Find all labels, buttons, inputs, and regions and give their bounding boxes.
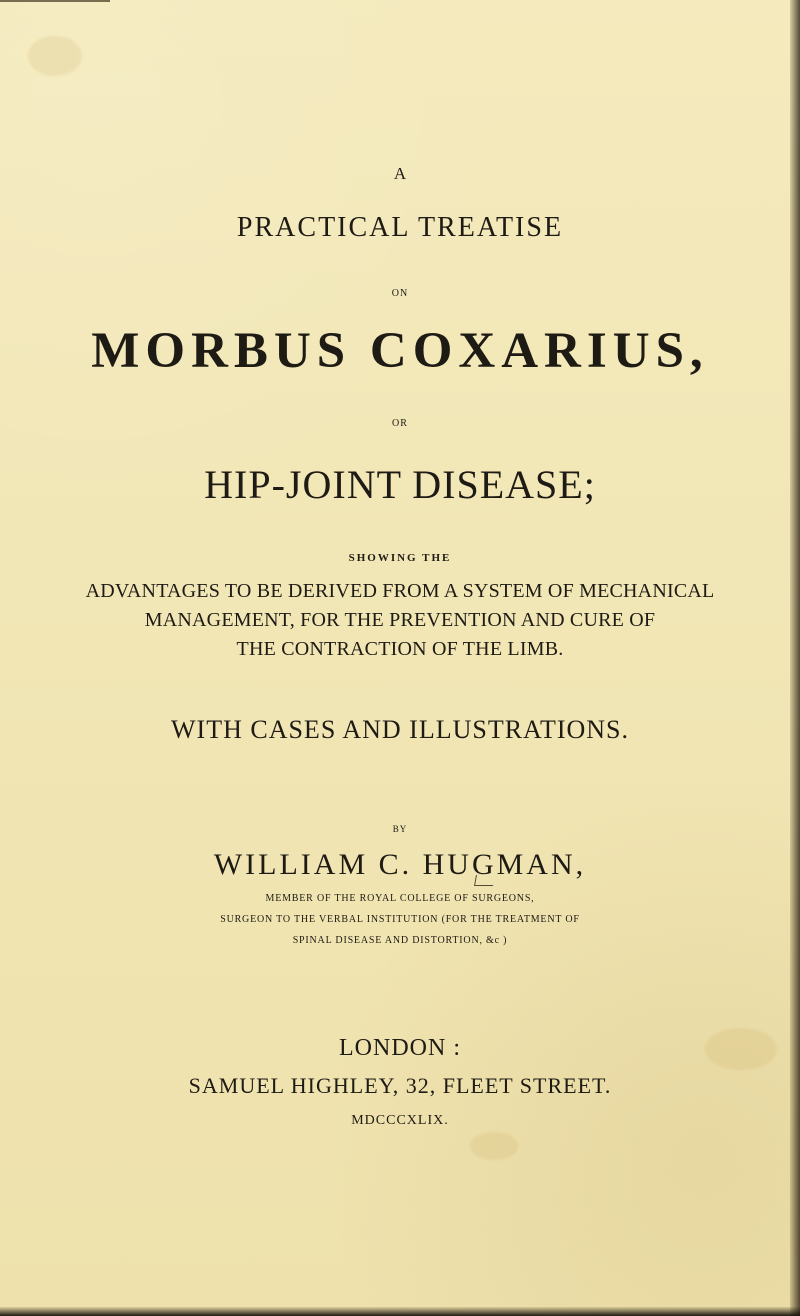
title-practical-treatise: PRACTICAL TREATISE [236, 212, 564, 243]
publication-city: LONDON : [339, 1035, 461, 1061]
publication-year: MDCCCXLIX. [351, 1113, 449, 1128]
title-article: A [393, 164, 407, 183]
cases-illustrations-line: WITH CASES AND ILLUSTRATIONS. [171, 715, 629, 744]
credential-line-3: SPINAL DISEASE AND DISTORTION, &c ) [292, 935, 508, 946]
page-bottom-edge [0, 1307, 800, 1316]
title-or: OR [392, 418, 408, 429]
title-on: ON [391, 288, 409, 299]
publisher-line: SAMUEL HIGHLEY, 32, FLEET STREET. [188, 1073, 612, 1098]
credential-line-2: SURGEON TO THE VERBAL INSTITUTION (FOR THE TREATMENT OF [220, 914, 580, 925]
subtitle: HIP-JOINT DISEASE; [204, 462, 596, 507]
paper-stain [28, 36, 82, 76]
paper-stain [470, 1132, 518, 1160]
description-line-1: ADVANTAGES TO BE DERIVED FROM A SYSTEM OF MECHANICAL [85, 580, 715, 602]
page-top-edge [0, 0, 110, 2]
description-line-2: MANAGEMENT, FOR THE PREVENTION AND CURE OF [144, 609, 656, 631]
ink-mark [474, 875, 495, 886]
showing-label: SHOWING THE [348, 552, 452, 564]
by-label: BY [392, 824, 408, 834]
description-line-3: THE CONTRACTION OF THE LIMB. [236, 638, 564, 660]
credential-line-1: MEMBER OF THE ROYAL COLLEGE OF SURGEONS, [265, 893, 535, 904]
author-name: WILLIAM C. HUGMAN, [213, 848, 587, 881]
main-title: MORBUS COXARIUS, [91, 323, 709, 379]
